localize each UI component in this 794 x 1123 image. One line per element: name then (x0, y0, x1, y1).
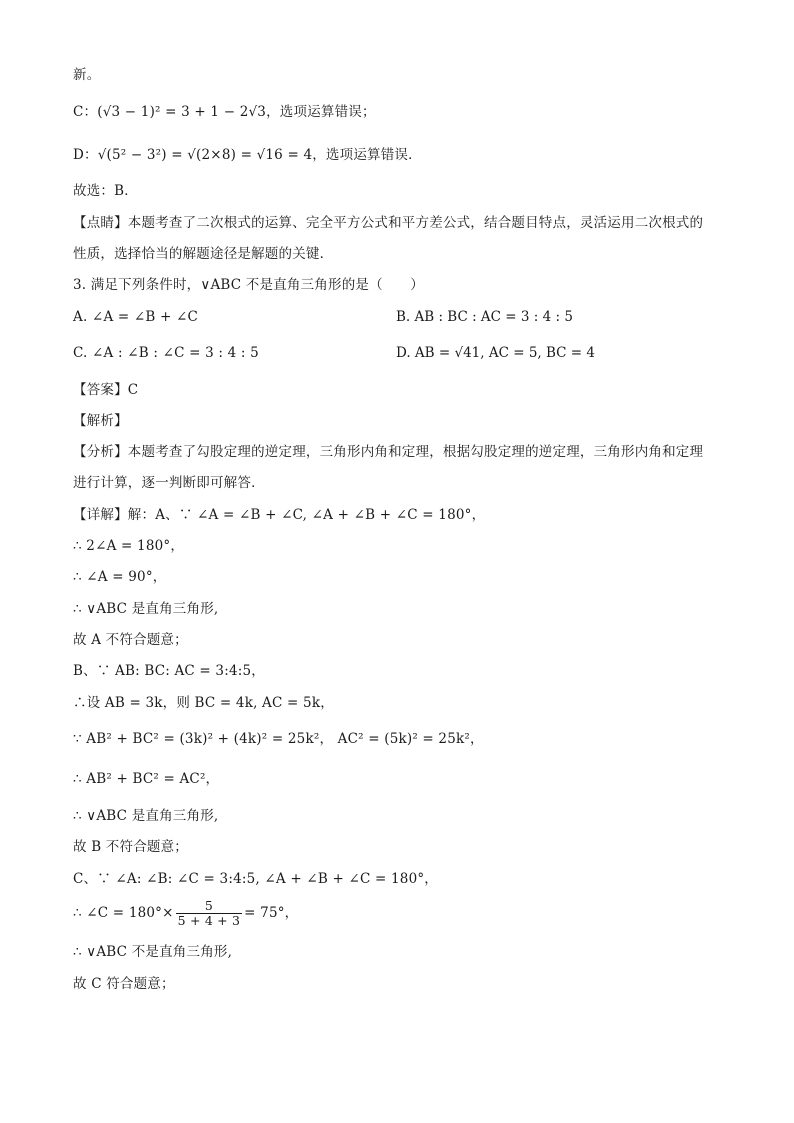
detail-line: 故 C 符合题意； (73, 976, 175, 992)
detail-line: ∴ ∨ABC 是直角三角形, (73, 601, 219, 617)
fraction-suffix: = 75°， (244, 905, 299, 921)
option-c-calc: C：(√3 − 1)² = 3 + 1 − 2√3，选项运算错误； (73, 104, 376, 120)
question-3-option-b: B. AB : BC : AC = 3 : 4 : 5 (396, 309, 573, 325)
detail-line: ∴设 AB = 3k，则 BC = 4k, AC = 5k， (73, 695, 334, 711)
detail-line: ∴ ∨ABC 不是直角三角形, (73, 944, 233, 960)
analysis-heading: 【解析】 (73, 413, 128, 429)
detail-line: ∵ AB² + BC² = (3k)² + (4k)² = 25k²， AC² = (5k)² = 25k²， (73, 731, 484, 747)
fraction-denominator: 5 + 4 + 3 (177, 913, 241, 928)
detail-line: 故 A 不符合题意； (73, 632, 188, 648)
detail-line: ∴ 2∠A = 180°， (73, 538, 185, 554)
answer-heading: 【答案】C (73, 382, 139, 398)
text-line: 新。 (73, 67, 101, 83)
detail-line: ∴ ∠A = 90°， (73, 569, 167, 585)
question-3-option-a: A. ∠A = ∠B + ∠C (73, 309, 199, 325)
analysis-line: 【分析】本题考查了勾股定理的逆定理，三角形内角和定理，根据勾股定理的逆定理，三角形内角和定理 (73, 444, 704, 460)
question-3-option-c: C. ∠A : ∠B : ∠C = 3 : 4 : 5 (73, 345, 259, 361)
question-3-option-d: D. AB = √41, AC = 5, BC = 4 (396, 345, 595, 361)
detail-line: 故 B 不符合题意； (73, 839, 189, 855)
detail-line: C、∵ ∠A: ∠B: ∠C = 3:4:5, ∠A + ∠B + ∠C = 180°， (73, 871, 439, 887)
detail-line: ∴ AB² + BC² = AC²， (73, 771, 220, 787)
fraction-line (73, 898, 298, 928)
detail-line: B、∵ AB: BC: AC = 3:4:5， (73, 663, 265, 679)
answer-choice: 故选：B． (73, 183, 138, 199)
analysis-line: 进行计算，逐一判断即可解答． (73, 475, 265, 491)
detail-line: ∴ ∨ABC 是直角三角形, (73, 808, 219, 824)
option-d-calc: D：√(5² − 3²) = √(2×8) = √16 = 4，选项运算错误． (73, 147, 422, 163)
detail-line: 【详解】解：A、∵ ∠A = ∠B + ∠C, ∠A + ∠B + ∠C = 180°， (73, 507, 486, 523)
fraction-prefix: ∴ ∠C = 180°× (73, 905, 174, 921)
fraction (176, 899, 243, 928)
comment-line: 【点睛】本题考查了二次根式的运算、完全平方公式和平方差公式，结合题目特点，灵活运用二次根式的 (73, 215, 704, 231)
fraction-numerator: 5 (204, 898, 213, 913)
comment-line: 性质，选择恰当的解题途径是解题的关键． (73, 246, 334, 262)
question-3-title: 3. 满足下列条件时，∨ABC 不是直角三角形的是（ ） (73, 277, 424, 293)
